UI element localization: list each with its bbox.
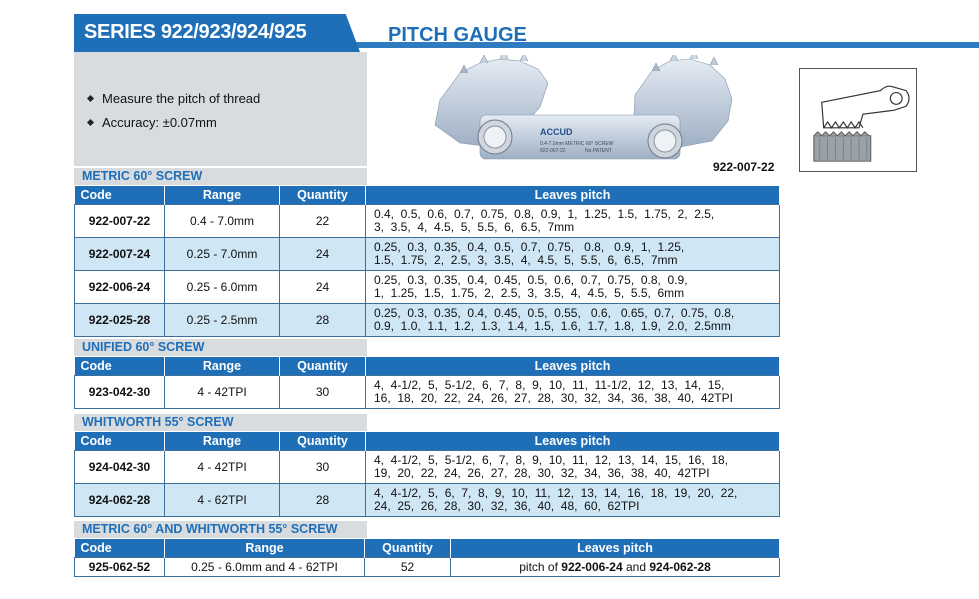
column-header-range: Range: [165, 357, 280, 375]
cell-range: 0.25 - 6.0mm and 4 - 62TPI: [165, 557, 365, 576]
bullet-icon: [87, 118, 94, 125]
pitch-gauge-photo: [420, 55, 755, 165]
section-title-metric: METRIC 60° SCREW: [74, 168, 367, 185]
cell-range: 0.25 - 6.0mm: [165, 270, 280, 303]
product-marking-patent: No.PATENT: [585, 148, 612, 154]
cell-range: 4 - 62TPI: [165, 483, 280, 516]
column-header-quantity: Quantity: [280, 432, 366, 450]
column-header-range: Range: [165, 432, 280, 450]
unified-table: [74, 357, 780, 409]
column-header-quantity: Quantity: [280, 186, 366, 204]
column-header-range: Range: [165, 186, 280, 204]
cell-quantity: 52: [365, 557, 451, 576]
column-header-code: Code: [75, 186, 165, 204]
cell-range: 0.4 - 7.0mm: [165, 204, 280, 237]
cell-range: 0.25 - 7.0mm: [165, 237, 280, 270]
section-title-whitworth: WHITWORTH 55° SCREW: [74, 414, 367, 431]
cell-quantity: 30: [280, 450, 366, 483]
cell-range: 4 - 42TPI: [165, 450, 280, 483]
column-header-range: Range: [165, 539, 365, 557]
cell-leaves: 0.25, 0.3, 0.35, 0.4, 0.45, 0.5, 0.55, 0.6, 0.65, 0.7, 0.75, 0.8, 0.9, 1.0, 1.1, 1.2, 1.3, 1.4, 1.5, 1.6, 1.7, 1.8, 1.9, 2.0, 2.5mm: [366, 303, 780, 336]
table-row: [75, 237, 780, 270]
table-row: [75, 303, 780, 336]
cell-code: 925-062-52: [75, 557, 165, 576]
cell-quantity: 28: [280, 303, 366, 336]
cell-code: 924-062-28: [75, 483, 165, 516]
column-header-code: Code: [75, 539, 165, 557]
cell-leaves: 4, 4-1/2, 5, 6, 7, 8, 9, 10, 11, 12, 13, 14, 16, 18, 19, 20, 22, 24, 25, 26, 28, 30, 32, 36, 40, 48, 60, 62TPI: [366, 483, 780, 516]
table-header: [75, 539, 780, 557]
table-header: [75, 357, 780, 375]
column-header-leaves: Leaves pitch: [366, 357, 780, 375]
cell-leaves: pitch of 922-006-24 and 924-062-28: [451, 557, 780, 576]
column-header-code: Code: [75, 432, 165, 450]
cell-quantity: 30: [280, 375, 366, 408]
column-header-quantity: Quantity: [280, 357, 366, 375]
column-header-leaves: Leaves pitch: [451, 539, 780, 557]
cell-range: 4 - 42TPI: [165, 375, 280, 408]
page-title: PITCH GAUGE: [388, 24, 527, 46]
pitch-ref-link: 924-062-28: [649, 559, 711, 574]
feature-item: Accuracy: ±0.07mm: [88, 110, 260, 134]
cell-leaves: 4, 4-1/2, 5, 5-1/2, 6, 7, 8, 9, 10, 11, 11-1/2, 12, 13, 14, 15, 16, 18, 20, 22, 24, 26, 27, 28, 30, 32, 34, 36, 38, 40, 42TPI: [366, 375, 780, 408]
feature-item: Measure the pitch of thread: [88, 86, 260, 110]
table-row: [75, 557, 780, 576]
cell-leaves: 0.25, 0.3, 0.35, 0.4, 0.45, 0.5, 0.6, 0.7, 0.75, 0.8, 0.9, 1, 1.25, 1.5, 1.75, 2, 2.5, 3, 3.5, 4, 4.5, 5, 5.5, 6mm: [366, 270, 780, 303]
section-title-unified: UNIFIED 60° SCREW: [74, 339, 367, 356]
cell-leaves: 0.25, 0.3, 0.35, 0.4, 0.5, 0.7, 0.75, 0.8, 0.9, 1, 1.25, 1.5, 1.75, 2, 2.5, 3, 3.5, 4, 4.5, 5, 5.5, 6, 6.5, 7mm: [366, 237, 780, 270]
table-row: [75, 483, 780, 516]
table-row: [75, 204, 780, 237]
table-header: [75, 186, 780, 204]
column-header-code: Code: [75, 357, 165, 375]
whitworth-table: [74, 432, 780, 517]
cell-code: 924-042-30: [75, 450, 165, 483]
cell-quantity: 24: [280, 237, 366, 270]
cell-leaves: 4, 4-1/2, 5, 5-1/2, 6, 7, 8, 9, 10, 11, 12, 13, 14, 15, 16, 18, 19, 20, 22, 24, 26, 27, 28, 30, 32, 34, 36, 38, 40, 42TPI: [366, 450, 780, 483]
table-row: [75, 450, 780, 483]
combined-table: [74, 539, 780, 577]
product-code-label: 922-007-22: [713, 160, 775, 174]
cell-code: 922-007-22: [75, 204, 165, 237]
column-header-leaves: Leaves pitch: [366, 432, 780, 450]
cell-range: 0.25 - 2.5mm: [165, 303, 280, 336]
product-marking: 0.4-7.0mm METRIC 60° SCREW: [540, 141, 614, 147]
cell-quantity: 22: [280, 204, 366, 237]
product-marking-code: 922-007-22: [540, 148, 566, 154]
cell-code: 922-006-24: [75, 270, 165, 303]
feature-list: [88, 86, 260, 134]
cell-quantity: 28: [280, 483, 366, 516]
table-row: [75, 270, 780, 303]
bullet-icon: [87, 94, 94, 101]
product-brand: ACCUD: [540, 127, 573, 137]
cell-code: 922-007-24: [75, 237, 165, 270]
table-row: [75, 375, 780, 408]
section-title-combined: METRIC 60° AND WHITWORTH 55° SCREW: [74, 521, 367, 538]
cell-quantity: 24: [280, 270, 366, 303]
column-header-quantity: Quantity: [365, 539, 451, 557]
table-header: [75, 432, 780, 450]
cell-code: 923-042-30: [75, 375, 165, 408]
cell-leaves: 0.4, 0.5, 0.6, 0.7, 0.75, 0.8, 0.9, 1, 1.25, 1.5, 1.75, 2, 2.5, 3, 3.5, 4, 4.5, 5, 5.5, 6, 6.5, 7mm: [366, 204, 780, 237]
pitch-ref-link: 922-006-24: [561, 559, 623, 574]
series-title: SERIES 922/923/924/925: [84, 21, 307, 43]
cell-code: 922-025-28: [75, 303, 165, 336]
thread-profile-drawing: [799, 68, 917, 172]
column-header-leaves: Leaves pitch: [366, 186, 780, 204]
metric-table: [74, 186, 780, 337]
